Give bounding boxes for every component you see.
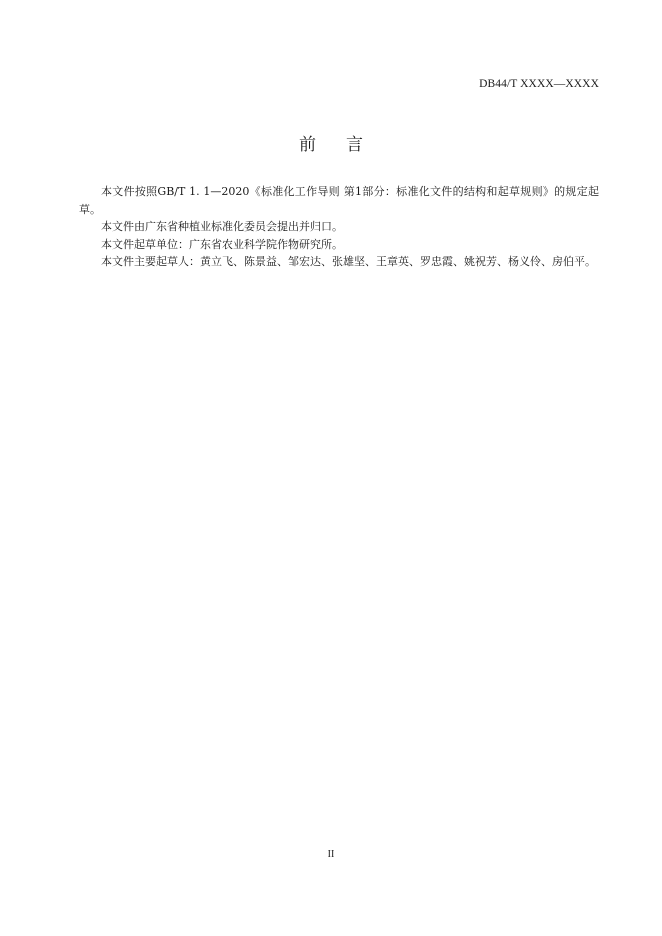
paragraph-proposer: 本文件由广东省种植业标准化委员会提出并归口。 bbox=[101, 220, 343, 233]
foreword-body bbox=[79, 183, 599, 271]
paragraph-drafting-rules: 本文件按照GB/T 1. 1—2020《标准化工作导则 第1部分：标准化文件的结构和起草规则》的规定起草。 bbox=[79, 185, 599, 216]
document-code: DB44/T XXXX—XXXX bbox=[479, 78, 599, 90]
title-char-2: 言 bbox=[346, 135, 363, 155]
paragraph-drafting-unit: 本文件起草单位：广东省农业科学院作物研究所。 bbox=[101, 237, 343, 251]
page-number: II bbox=[327, 849, 335, 860]
paragraph-drafters: 本文件主要起草人：黄立飞、陈景益、邹宏达、张雄坚、王章英、罗忠霞、姚祝芳、杨义伶、房伯平。 bbox=[101, 255, 596, 268]
page-title bbox=[0, 130, 662, 155]
title-char-1: 前 bbox=[299, 135, 316, 155]
